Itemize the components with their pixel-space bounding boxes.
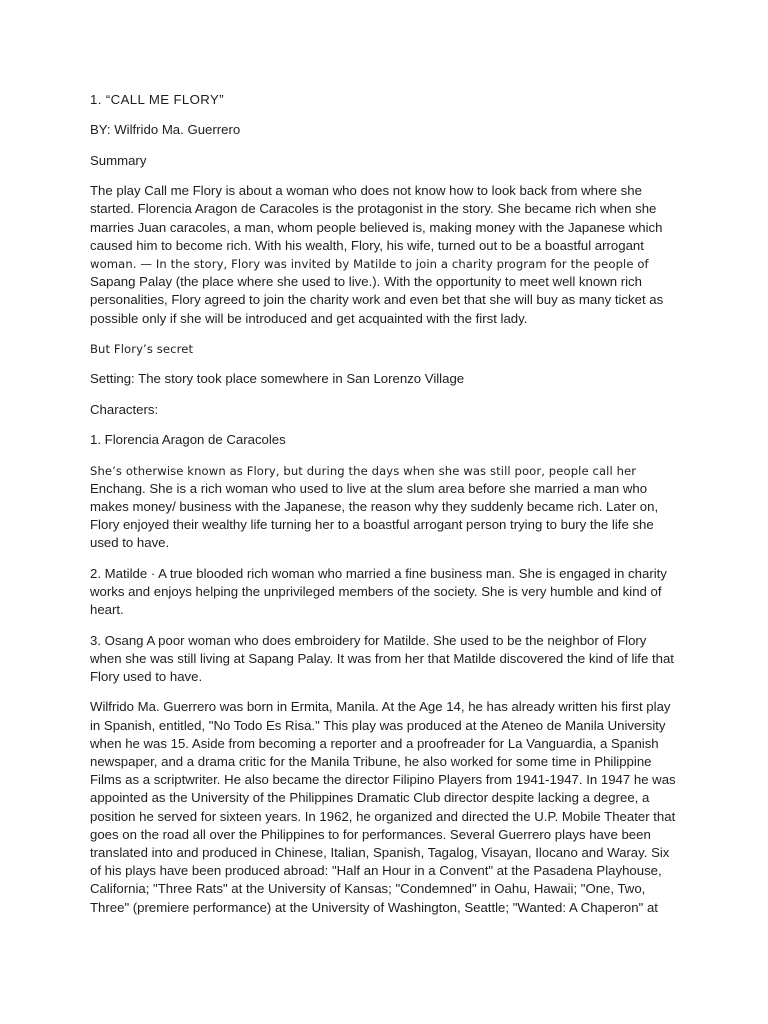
- character1-line: used to have.: [90, 535, 170, 551]
- byline: BY: Wilfrido Ma. Guerrero: [90, 122, 241, 138]
- character2-line: heart.: [90, 602, 124, 618]
- summary-line: started. Florencia Aragon de Caracoles is the protagonist in the story. She became rich when she: [90, 201, 657, 217]
- character1-line: Flory enjoyed their wealthy life turning her to a boastful arrogant person trying to bury the life she: [90, 517, 654, 533]
- document-page: [90, 91, 690, 929]
- character1-line: Enchang. She is a rich woman who used to live at the slum area before she married a man who: [90, 480, 648, 496]
- bio-line: in Spanish, entitled, "No Todo Es Risa." This play was produced at the Ateneo de Manila University: [90, 717, 666, 733]
- character3-line: 3. Osang A poor woman who does embroidery for Matilde. She used to be the neighbor of Flory: [90, 632, 647, 648]
- bio-line: when he was 15. Aside from becoming a reporter and a proofreader for La Vanguardia, a Spanish: [90, 735, 659, 751]
- bio-line: Three" (premiere performance) at the University of Washington, Seattle; "Wanted: A Chaperon" at: [90, 899, 658, 915]
- summary-paragraph: [90, 182, 690, 328]
- character1-line: makes money/ business with the Japanese, the reason why they suddenly became rich. Later on,: [90, 498, 659, 514]
- bio-line: of his plays have been produced abroad: "Half an Hour in a Convent" at the Pasadena Playhouse,: [90, 863, 662, 879]
- character2-paragraph: [90, 565, 690, 620]
- bio-line: newspaper, and a drama critic for the Manila Tribune, he also worked for some time in Philippine: [90, 753, 652, 769]
- summary-line: woman. — In the story, Flory was invited by Matilde to join a charity program for the people of: [90, 256, 649, 271]
- bio-line: translated into and produced in Chinese, Italian, Spanish, Tagalog, Visayan, Ilocano and Waray. Six: [90, 844, 670, 860]
- author-bio-paragraph: [90, 698, 690, 916]
- bio-line: position he served for sixteen years. In 1962, he organized and directed the U.P. Mobile Theater that: [90, 808, 676, 824]
- character1-heading: 1. Florencia Aragon de Caracoles: [90, 432, 286, 448]
- setting-line: Setting: The story took place somewhere in San Lorenzo Village: [90, 371, 465, 387]
- character2-line: works and enjoys helping the unprivileged members of the society. She is very humble and kind of: [90, 583, 662, 599]
- character2-line: 2. Matilde · A true blooded rich woman who married a fine business man. She is engaged in charity: [90, 565, 667, 581]
- summary-heading: Summary: [90, 152, 147, 168]
- bio-line: California; "Three Rats" at the University of Kansas; "Condemned" in Oahu, Hawaii; "One, Two,: [90, 881, 646, 897]
- character3-line: Flory used to have.: [90, 668, 203, 684]
- bio-line: appointed as the University of the Philippines Dramatic Club director despite lacking a degree, a: [90, 790, 650, 806]
- summary-line: caused him to become rich. With his wealth, Flory, his wife, turned out to be a boastful arrogant: [90, 237, 644, 253]
- summary-line: The play Call me Flory is about a woman who does not know how to look back from where she: [90, 183, 642, 199]
- character1-paragraph: [90, 462, 690, 553]
- character3-line: when she was still living at Sapang Palay. It was from her that Matilde discovered the kind of life that: [90, 650, 674, 666]
- summary-line: Sapang Palay (the place where she used to live.). With the opportunity to meet well known rich: [90, 274, 642, 290]
- bio-line: Films as a scriptwriter. He also became the director Filipino Players from 1941-1947. In 1947 he was: [90, 772, 676, 788]
- bio-line: Wilfrido Ma. Guerrero was born in Ermita, Manila. At the Age 14, he has already written his first play: [90, 699, 671, 715]
- characters-heading: Characters:: [90, 401, 159, 417]
- summary-line: possible only if she will be introduced and get acquainted with the first lady.: [90, 310, 528, 326]
- summary-line: personalities, Flory agreed to join the charity work and even bet that she will buy as many ticket as: [90, 292, 664, 308]
- bio-line: goes on the road all over the Philippines to for performances. Several Guerrero plays have been: [90, 826, 651, 842]
- character1-line: She’s otherwise known as Flory, but during the days when she was still poor, people call her: [90, 463, 637, 478]
- character3-paragraph: [90, 632, 690, 687]
- secret-line: But Flory’s secret: [90, 341, 194, 356]
- summary-line: marries Juan caracoles, a man, whom people believed is, making money with the Japanese which: [90, 219, 663, 235]
- document-title: 1. “CALL ME FLORY”: [90, 92, 224, 107]
